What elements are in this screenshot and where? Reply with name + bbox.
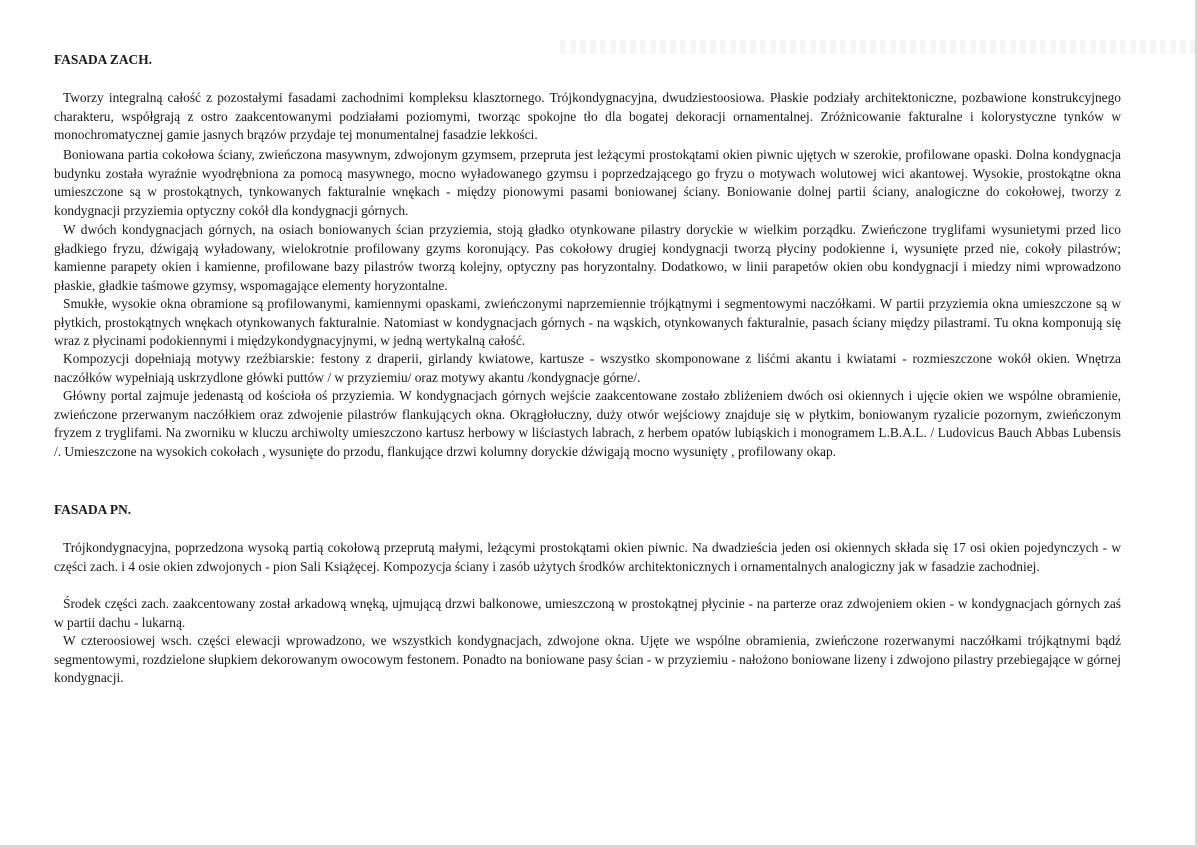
- paragraph: Główny portal zajmuje jedenastą od kościoła oś przyziemia. W kondygnacjach górnych wejście zaakcentowane zostało zbliżeniem dwóch osi okiennych i ujęcie okien we wspólne obramienie, zwieńczone przerwanym naczółkiem oraz zdwojenie pilastrów flankujących okna. Okrągłołuczny, duży otwór wejściowy znajduje się w płytkim, boniowanym ryzalicie pozornym, zwieńczonym fryzem z tryglifami. Na zworniku w kluczu archiwolty umieszczono kartusz herbowy w liściastych labrach, z herbem opatów lubiąskich i monogramem L.B.A.L. / Ludovicus Bauch Abbas Lubensis /. Umieszczone na wysokich cokołach , wysunięte do przodu, flankujące drzwi kolumny doryckie dźwigają mocno wysunięty , profilowany okap.: [54, 388, 1121, 459]
- section-heading-north-facade: FASADA PN.: [54, 502, 132, 517]
- scan-bleed-through: [560, 40, 1198, 54]
- paragraph: Środek części zach. zaakcentowany został arkadową wnęką, ujmującą drzwi balkonowe, umieszczoną w prostokątnej płycinie - na parterze oraz zdwojeniem okien - w kondygnacjach górnych zaś w partii dachu - lukarną.: [54, 596, 1121, 630]
- paragraph: Kompozycji dopełniają motywy rzeźbiarskie: festony z draperii, girlandy kwiatowe, kartusze - wszystko skomponowane z liśćmi akantu i kwiatami - rozmieszczone wokół okien. Wnętrza naczółków wypełniają uskrzydlone główki puttów / w przyziemiu/ oraz motywy akantu /kondygnacje górne/.: [54, 351, 1121, 385]
- paragraph: Boniowana partia cokołowa ściany, zwieńczona masywnym, zdwojonym gzymsem, przepruta jest leżącymi prostokątami okien piwnic ujętych w szerokie, profilowane opaski. Dolna kondygnacja budynku została wyraźnie wyodrębniona za pomocą masywnego, mocno wyładowanego gzymsu i poprzedzającego go fryzu o motywach wolutowej wici akantowej. Wysokie, prostokątne okna umieszczone są w prostokątnych, tynkowanych fakturalnie wnękach - między pionowymi pasami boniowanej ściany. Boniowanie dolnej partii ściany, analogiczne do cokołowej, tworzy z kondygnacji przyziemia optyczny cokół dla kondygnacji górnych.: [54, 147, 1121, 218]
- paragraph: Trójkondygnacyjna, poprzedzona wysoką partią cokołową przeprutą małymi, leżącymi prostokątami okien piwnic. Na dwadzieścia jeden osi okiennych składa się 17 osi okien pojedynczych - w części zach. i 4 osie okien zdwojonych - pion Sali Książęcej. Kompozycja ściany i zasób użytych środków architektonicznych i ornamentalnych analogiczny jak w fasadzie zachodniej.: [54, 540, 1121, 574]
- paragraph: W dwóch kondygnacjach górnych, na osiach boniowanych ścian przyziemia, stoją gładko otynkowane pilastry doryckie w wielkim porządku. Zwieńczone tryglifami wysunietymi przed lico gładkiego fryzu, dźwigają wyładowany, wielokrotnie profilowany gzyms koronujący. Pas cokołowy drugiej kondygnacji tworzą płyciny podokienne i, wysunięte przed nie, cokoły pilastrów; kamienne parapety okien i kamienne, profilowane bazy pilastrów tworzą kolejny, optyczny pas horyzontalny. Dodatkowo, w linii parapetów okien obu kondygnacji i miedzy nimi wprowadzono płaskie, gładkie taśmowe gzymsy, wspomagające elementy horyzontalne.: [54, 222, 1121, 293]
- paragraph: Tworzy integralną całość z pozostałymi fasadami zachodnimi kompleksu klasztornego. Trójkondygnacyjna, dwudziestoosiowa. Płaskie podziały architektoniczne, pozbawione konstrukcyjnego charakteru, współgrają z ostro zaakcentowanymi podziałami poziomymi, tworząc spokojne tło dla bogatej dekoracji ornamentalnej. Zróżnicowanie fakturalne i kolorystyczne tynków w monochromatycznej gamie jasnych brązów przydaje tej monumentalnej fasadzie lekkości.: [54, 90, 1121, 142]
- paragraph: W czteroosiowej wsch. części elewacji wprowadzono, we wszystkich kondygnacjach, zdwojone okna. Ujęte we wspólne obramienia, zwieńczone rozerwanymi naczółkami trójkątnymi bądź segmentowymi, rozdzielone słupkiem dekorowanym owocowym festonem. Ponadto na boniowane pasy ścian - w przyziemiu - nałożono boniowane lizeny i zdwojono pilastry przebiegające w górnej kondygnacji.: [54, 633, 1121, 685]
- paragraph: Smukłe, wysokie okna obramione są profilowanymi, kamiennymi opaskami, zwieńczonymi naprzemiennie trójkątnymi i segmentowymi naczółkami. W partii przyziemia okna umieszczone są w płytkich, prostokątnych wnękach otynkowanych fakturalnie. Natomiast w kondygnacjach górnych - na wąskich, otynkowanych fakturalnie, pasach ściany między pilastrami. Tu okna komponują się wraz z płycinami podokiennymi i międzykondygnacyjnymi, w jedną wertykalną całość.: [54, 296, 1121, 348]
- section-heading-west-facade: FASADA ZACH.: [54, 52, 152, 67]
